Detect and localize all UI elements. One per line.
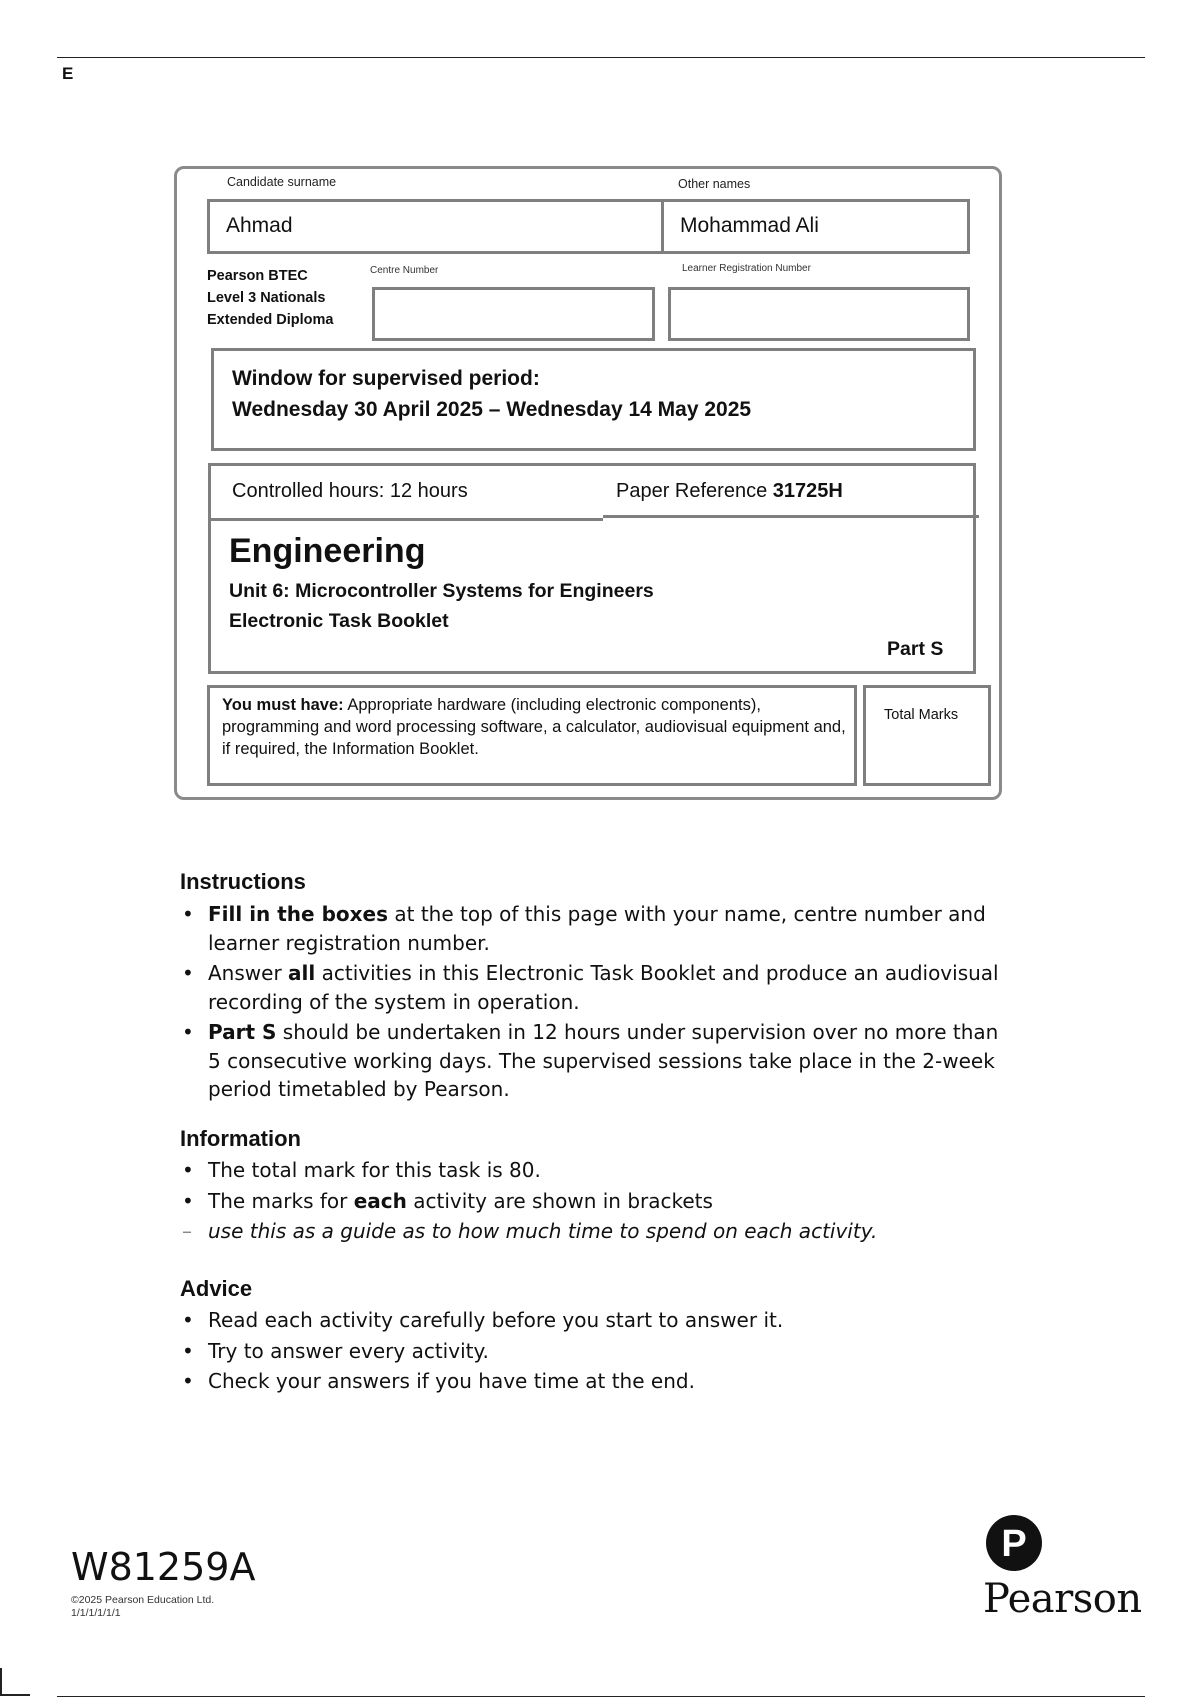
list-item [180,1018,1000,1104]
must-have-body: Appropriate hardware (including electronic components), programming and word processing software, a calculator, audiovisual equipment and, if required, the Information Booklet. [222,696,846,758]
instr-3-text: should be undertaken in 12 hours under supervision over no more than 5 consecutive working days. The supervised sessions take place in the 2-week period timetabled by Pearson. [208,1020,999,1101]
total-marks-label: Total Marks [884,707,959,723]
copyright-block [71,1594,214,1620]
paper-reference-code: 31725H [772,480,843,502]
must-have-label: You must have: [222,696,344,714]
paper-code: W81259A [71,1545,256,1589]
instructions-heading: Instructions [180,869,306,894]
advice-list [180,1306,1000,1398]
total-marks-box[interactable] [863,685,991,786]
advice-3-text: Check your answers if you have time at the end. [208,1369,695,1393]
corner-letter: E [62,64,74,83]
surname-value: Ahmad [226,214,293,237]
pearson-logo-icon [985,1512,1043,1574]
crop-mark [0,1668,30,1696]
window-dates: Wednesday 30 April 2025 – Wednesday 14 May 2025 [232,398,752,421]
subject-title: Engineering [229,532,426,570]
bullet-icon: • [182,1338,194,1363]
print-code: 1/1/1/1/1/1 [71,1607,121,1619]
instr-2-text: activities in this Electronic Task Booklet and produce an audiovisual recording of the system in operation. [208,961,999,1014]
list-item [180,1217,1000,1246]
booklet-title: Electronic Task Booklet [229,610,449,632]
surname-field[interactable] [207,199,664,254]
window-box [211,348,976,451]
copyright-text: ©2025 Pearson Education Ltd. [71,1594,215,1606]
info-2-pre: The marks for [208,1188,354,1213]
instr-3-bold: Part S [208,1020,277,1044]
list-item [180,1156,1000,1185]
list-item [180,1306,1000,1335]
instr-1-bold: Fill in the boxes [208,902,388,926]
info-1-text: The total mark for this task is 80. [208,1158,541,1182]
centre-number-label: Centre Number [370,265,439,276]
dash-icon: – [182,1219,192,1243]
advice-2-text: Try to answer every activity. [208,1338,489,1363]
qualification-line-3: Extended Diploma [207,312,334,328]
learner-reg-label: Learner Registration Number [682,263,811,274]
advice-1-text: Read each activity carefully before you start to answer it. [208,1308,784,1332]
info-3-text: use this as a guide as to how much time to spend on each activity. [208,1219,878,1243]
window-heading: Window for supervised period: [232,367,540,390]
bullet-icon: • [182,902,194,926]
bullet-icon: • [182,1369,194,1393]
list-item [180,1337,1000,1366]
surname-label: Candidate surname [227,175,337,189]
info-2-bold: each [353,1188,407,1213]
list-item [180,1187,1000,1216]
list-item [180,959,1000,1016]
info-2-text: activity are shown in brackets [406,1188,713,1213]
list-item [180,1367,1000,1396]
paper-reference-label: Paper Reference [616,480,773,502]
list-item [180,900,1000,957]
other-names-label: Other names [678,177,751,191]
qualification-title [207,265,334,331]
paper-reference [616,480,843,503]
information-list [180,1156,1000,1248]
instr-2-pre: Answer [208,961,289,985]
centre-number-field[interactable] [372,287,655,341]
instr-1-text: at the top of this page with your name, centre number and learner registration number. [208,902,986,955]
qualification-line-1: Pearson BTEC [207,268,308,284]
bullet-icon: • [182,961,194,985]
details-divider-left [211,518,603,521]
bullet-icon: • [182,1020,194,1044]
controlled-hours: Controlled hours: 12 hours [232,480,468,502]
details-divider-right [603,515,979,518]
bullet-icon: • [182,1158,194,1182]
information-heading: Information [180,1126,301,1151]
instructions-list [180,900,1000,1106]
logo-letter: P [1001,1523,1027,1565]
instr-2-bold: all [288,961,316,985]
qualification-line-2: Level 3 Nationals [207,290,326,306]
part-label: Part S [887,638,944,660]
top-rule [57,57,1145,58]
other-names-value: Mohammad Ali [680,214,819,237]
bullet-icon: • [182,1188,194,1213]
pearson-wordmark: Pearson [983,1576,1142,1622]
unit-title: Unit 6: Microcontroller Systems for Engineers [229,580,654,602]
must-have-text [222,694,852,760]
bullet-icon: • [182,1308,194,1332]
other-names-field[interactable] [661,199,970,254]
advice-heading: Advice [180,1276,253,1301]
window-text [232,363,751,425]
learner-reg-field[interactable] [668,287,970,341]
bottom-rule [57,1696,1145,1697]
